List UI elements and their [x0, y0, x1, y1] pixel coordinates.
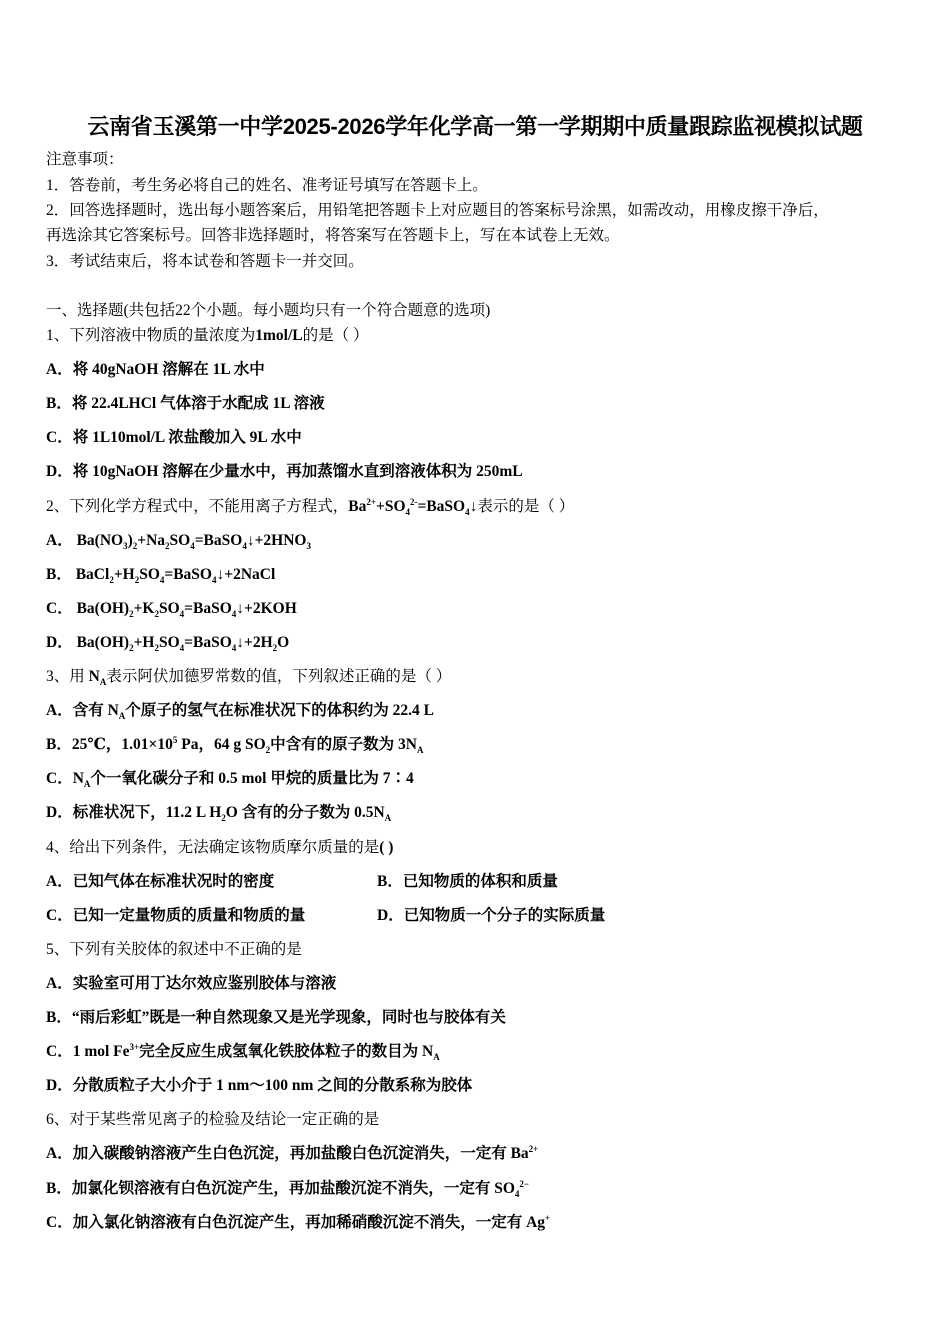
text-segment: 2 — [221, 813, 226, 824]
answer-option — [46, 735, 423, 755]
text-segment: =BaSO — [194, 532, 243, 549]
answer-option — [46, 701, 434, 721]
text-segment: B．“雨后彩虹”既是一种自然现象又是光学现象，同时也与胶体有关 — [46, 1009, 506, 1026]
text-segment: D． Ba(OH) — [46, 634, 130, 651]
text-segment: B．将 22.4LHCl 气体溶于水配成 1L 溶液 — [46, 395, 325, 412]
text-segment: 2．回答选择题时，选出每小题答案后，用铅笔把答题卡上对应题目的答案标号涂黑，如需改动，用橡皮擦干净后， — [46, 202, 829, 219]
text-segment: +H — [113, 566, 135, 583]
text-segment: 3．考试结束后，将本试卷和答题卡一并交回。 — [46, 253, 364, 270]
text-segment: 个原子的氢气在标准状况下的体积约为 22.4 L — [125, 702, 434, 719]
text-segment: 1mol/L — [255, 327, 303, 344]
text-segment: B．25℃，1.01×10 — [46, 736, 173, 753]
text-segment: D．标准状况下，11.2 L H — [46, 804, 222, 821]
document-line — [46, 940, 302, 960]
text-segment: C．1 mol Fe — [46, 1043, 130, 1060]
text-segment: 个一氧化碳分子和 0.5 mol 甲烷的质量比为 7∶4 — [90, 770, 414, 787]
text-segment: C．加入氯化钠溶液有白色沉淀产生，再加稀硝酸沉淀不消失，一定有 Ag — [46, 1214, 546, 1231]
answer-option — [46, 769, 414, 789]
text-segment: 中含有的原子数为 3N — [270, 736, 417, 753]
text-segment: B．已知物质的体积和质量 — [377, 873, 558, 890]
document-line — [46, 201, 829, 221]
answer-option — [46, 803, 391, 823]
text-segment: B． BaCl — [46, 566, 110, 583]
answer-option — [46, 428, 302, 448]
text-segment: ) — [127, 532, 133, 549]
text-segment: O — [277, 634, 290, 651]
text-segment: A．实验室可用丁达尔效应鉴别胶体与溶液 — [46, 975, 337, 992]
text-segment: SO — [169, 532, 191, 549]
text-segment: 2 — [134, 575, 140, 586]
answer-option — [46, 599, 297, 619]
text-segment: C．N — [46, 770, 84, 787]
answer-option — [46, 1008, 506, 1028]
text-segment: A．含有 N — [46, 702, 119, 719]
text-segment: 注意事项： — [46, 151, 124, 168]
text-segment: + — [545, 1212, 551, 1223]
text-segment: C．已知一定量物质的质量和物质的量 — [46, 907, 306, 924]
document-line — [46, 150, 124, 170]
text-segment: =BaSO — [184, 634, 232, 651]
answer-option — [46, 633, 289, 653]
text-segment: 2、下列化学方程式中，不能用离子方程式， — [46, 498, 349, 515]
text-segment: 4 — [514, 1189, 520, 1200]
document-line — [46, 838, 393, 858]
text-segment: A — [83, 779, 91, 790]
text-segment: B．加氯化钡溶液有白色沉淀产生，再加盐酸沉淀不消失，一定有 SO — [46, 1180, 515, 1197]
text-segment: 3 — [123, 541, 128, 552]
answer-option — [46, 1213, 550, 1233]
answer-option — [46, 1179, 529, 1199]
answer-option — [46, 872, 558, 892]
text-segment: ( ) — [379, 839, 394, 856]
text-segment: 5、下列有关胶体的叙述中不正确的是 — [46, 941, 302, 958]
text-segment: 4 — [190, 541, 195, 552]
text-segment: 4、给出下列条件，无法确定该物质摩尔质量的是 — [46, 839, 380, 856]
text-segment: =BaSO — [184, 600, 232, 617]
text-segment: 2 — [154, 643, 159, 654]
text-segment: 2 — [165, 541, 170, 552]
text-segment: 表示阿伏加德罗常数的值，下列叙述正确的是（ ） — [106, 668, 452, 685]
text-segment: 5 — [172, 734, 178, 745]
text-segment: 4 — [405, 507, 411, 518]
text-segment: A．已知气体在标准状况时的密度 — [46, 873, 275, 890]
text-segment: ↓+2NaCl — [216, 566, 276, 583]
document-line — [46, 497, 574, 517]
text-segment: 2+ — [528, 1143, 539, 1154]
text-segment: 2 — [109, 575, 114, 586]
text-segment: 2 — [265, 745, 271, 756]
text-segment: 4 — [231, 609, 237, 620]
text-segment: 完全反应生成氢氧化铁胶体粒子的数目为 N — [139, 1043, 434, 1060]
answer-option — [46, 1144, 538, 1164]
text-segment: D．分散质粒子大小介于 1 nm～100 nm 之间的分散系称为胶体 — [46, 1077, 473, 1094]
text-segment: 2+ — [366, 496, 376, 507]
text-segment: 的是（ ） — [302, 327, 369, 344]
text-segment: A．加入碳酸钠溶液产生白色沉淀，再加盐酸白色沉淀消失，一定有 Ba — [46, 1145, 529, 1162]
text-segment: 再选涂其它答案标号。回答非选择题时，将答案写在答题卡上，写在本试卷上无效。 — [46, 227, 620, 244]
answer-option — [46, 974, 336, 994]
text-segment: 4 — [179, 643, 185, 654]
text-segment: 2 — [272, 643, 278, 654]
document-line — [46, 176, 488, 196]
text-segment: A — [118, 711, 126, 722]
text-segment: +H — [133, 634, 155, 651]
page-title: 云南省玉溪第一中学2025-2026学年化学高一第一学期期中质量跟踪监视模拟试题 — [87, 114, 863, 139]
text-segment: N — [88, 668, 100, 685]
text-segment: 4 — [242, 541, 247, 552]
text-segment: 3+ — [129, 1041, 140, 1052]
text-segment: 1．答卷前，考生务必将自己的姓名、准考证号填写在答题卡上。 — [46, 177, 488, 194]
text-segment: C． Ba(OH) — [46, 600, 130, 617]
text-segment: C．将 1L10mol/L 浓盐酸加入 9L 水中 — [46, 429, 302, 446]
document-line — [46, 301, 490, 321]
document-line — [46, 252, 364, 272]
text-segment: 2 — [132, 541, 138, 552]
text-segment: 3、用 — [46, 668, 89, 685]
document-line — [46, 667, 451, 687]
text-segment: Ba — [348, 498, 367, 515]
text-segment: 1、下列溶液中物质的量浓度为 — [46, 327, 256, 344]
text-segment: SO — [158, 600, 180, 617]
text-segment: D．已知物质一个分子的实际质量 — [377, 907, 606, 924]
text-segment: O 含有的分子数为 0.5N — [225, 804, 385, 821]
answer-option — [377, 906, 605, 926]
text-segment: 4 — [159, 575, 165, 586]
text-segment: A — [416, 745, 424, 756]
text-segment: 2 — [129, 609, 134, 620]
text-segment: ↓+2HNO — [246, 532, 307, 549]
answer-option — [46, 360, 265, 380]
text-segment: A — [99, 677, 107, 688]
text-segment: +Na — [137, 532, 166, 549]
text-segment: A — [384, 813, 392, 824]
text-segment: ↓+2H — [236, 634, 273, 651]
text-segment: 3 — [306, 541, 311, 552]
answer-option — [46, 906, 606, 926]
text-segment: A． Ba(NO — [46, 532, 124, 549]
text-segment: ↓表示的是（ ） — [469, 498, 575, 515]
document-line — [46, 326, 369, 346]
text-segment: 4 — [212, 575, 217, 586]
answer-option — [46, 1076, 472, 1096]
document-line — [46, 1110, 379, 1130]
text-segment: SO — [158, 634, 180, 651]
text-segment: 2− — [519, 1178, 530, 1189]
text-segment: 2 — [129, 643, 134, 654]
text-segment: 4 — [231, 643, 237, 654]
answer-option — [46, 462, 523, 482]
answer-option — [46, 531, 311, 551]
text-segment: A — [433, 1052, 440, 1063]
answer-option — [46, 1042, 440, 1062]
text-segment: D．将 10gNaOH 溶解在少量水中，再加蒸馏水直到溶液体积为 250mL — [46, 463, 523, 480]
text-segment: 2 — [154, 609, 159, 620]
text-segment: Pa，64 g SO — [177, 736, 266, 753]
text-segment: A．将 40gNaOH 溶解在 1L 水中 — [46, 361, 265, 378]
text-segment: 6、对于某些常见离子的检验及结论一定正确的是 — [46, 1111, 380, 1128]
text-segment: SO — [139, 566, 160, 583]
answer-option — [46, 394, 325, 414]
text-segment: +SO — [376, 498, 406, 515]
document-line — [46, 226, 620, 246]
text-segment: 2- — [410, 496, 418, 507]
text-segment: 4 — [465, 507, 470, 518]
text-segment: 一、选择题(共包括22个小题。每小题均只有一个符合题意的选项) — [46, 302, 491, 319]
text-segment: =BaSO — [164, 566, 212, 583]
text-segment: =BaSO — [417, 498, 466, 515]
answer-option — [46, 565, 275, 585]
text-segment: +K — [133, 600, 155, 617]
text-segment: 4 — [179, 609, 185, 620]
text-segment: ↓+2KOH — [236, 600, 297, 617]
answer-option — [377, 872, 558, 892]
